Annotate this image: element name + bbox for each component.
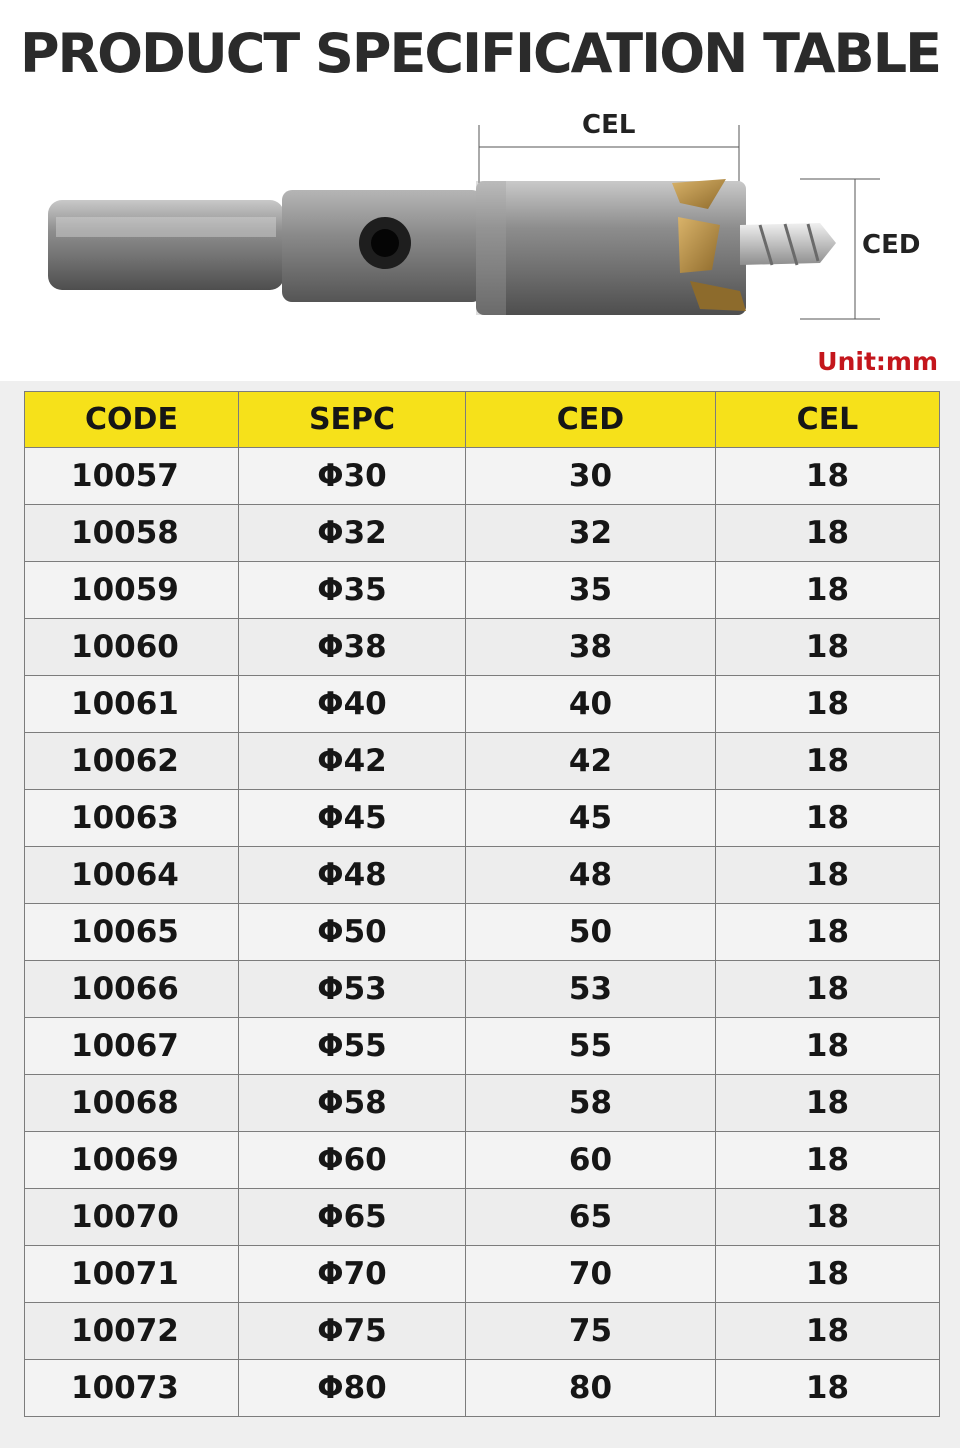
table-row [25, 562, 940, 619]
cell-ced: 32 [466, 505, 716, 562]
cell-code: 10065 [25, 904, 239, 961]
cell-ced: 60 [466, 1132, 716, 1189]
cell-sepc: Φ35 [239, 562, 466, 619]
table-row [25, 1360, 940, 1417]
cell-cel: 18 [716, 1303, 940, 1360]
cell-code: 10071 [25, 1246, 239, 1303]
cell-code: 10066 [25, 961, 239, 1018]
table-row [25, 505, 940, 562]
cell-cel: 18 [716, 904, 940, 961]
cell-sepc: Φ40 [239, 676, 466, 733]
cell-sepc: Φ30 [239, 448, 466, 505]
cell-ced: 80 [466, 1360, 716, 1417]
cell-code: 10060 [25, 619, 239, 676]
cell-sepc: Φ48 [239, 847, 466, 904]
cell-cel: 18 [716, 448, 940, 505]
cell-cel: 18 [716, 619, 940, 676]
cell-sepc: Φ70 [239, 1246, 466, 1303]
cell-ced: 65 [466, 1189, 716, 1246]
cell-cel: 18 [716, 1018, 940, 1075]
cell-cel: 18 [716, 1246, 940, 1303]
cell-cel: 18 [716, 847, 940, 904]
cell-code: 10068 [25, 1075, 239, 1132]
cell-code: 10058 [25, 505, 239, 562]
cell-ced: 70 [466, 1246, 716, 1303]
cell-ced: 58 [466, 1075, 716, 1132]
table-row [25, 676, 940, 733]
cell-code: 10061 [25, 676, 239, 733]
table-row [25, 448, 940, 505]
cell-ced: 53 [466, 961, 716, 1018]
cell-cel: 18 [716, 1189, 940, 1246]
cell-sepc: Φ53 [239, 961, 466, 1018]
cell-ced: 75 [466, 1303, 716, 1360]
table-row [25, 1189, 940, 1246]
cell-sepc: Φ75 [239, 1303, 466, 1360]
cell-code: 10057 [25, 448, 239, 505]
table-header-row [25, 392, 940, 448]
cell-cel: 18 [716, 1075, 940, 1132]
cell-ced: 42 [466, 733, 716, 790]
cell-ced: 45 [466, 790, 716, 847]
table-row [25, 1246, 940, 1303]
cell-ced: 38 [466, 619, 716, 676]
table-row [25, 733, 940, 790]
cell-code: 10059 [25, 562, 239, 619]
cel-dimension-label: CEL [582, 110, 636, 140]
cell-code: 10063 [25, 790, 239, 847]
cell-cel: 18 [716, 562, 940, 619]
table-row [25, 961, 940, 1018]
cell-cel: 18 [716, 676, 940, 733]
hole-saw-drill-bit-image [0, 105, 960, 345]
cell-code: 10064 [25, 847, 239, 904]
table-row [25, 790, 940, 847]
cell-cel: 18 [716, 790, 940, 847]
page-title: PRODUCT SPECIFICATION TABLE [19, 22, 940, 85]
cell-ced: 55 [466, 1018, 716, 1075]
table-row [25, 1303, 940, 1360]
cell-sepc: Φ32 [239, 505, 466, 562]
unit-label: Unit:mm [817, 347, 938, 376]
table-row [25, 1018, 940, 1075]
cell-sepc: Φ55 [239, 1018, 466, 1075]
cell-cel: 18 [716, 733, 940, 790]
cell-ced: 30 [466, 448, 716, 505]
cell-sepc: Φ60 [239, 1132, 466, 1189]
cell-sepc: Φ45 [239, 790, 466, 847]
cell-ced: 50 [466, 904, 716, 961]
cell-ced: 40 [466, 676, 716, 733]
ced-dimension-label: CED [862, 230, 921, 260]
cell-cel: 18 [716, 1360, 940, 1417]
table-row [25, 847, 940, 904]
cell-sepc: Φ58 [239, 1075, 466, 1132]
cell-code: 10070 [25, 1189, 239, 1246]
table-row [25, 1132, 940, 1189]
spec-table [24, 391, 940, 1417]
table-row [25, 1075, 940, 1132]
cell-code: 10069 [25, 1132, 239, 1189]
cell-code: 10072 [25, 1303, 239, 1360]
cell-cel: 18 [716, 1132, 940, 1189]
header-sepc: SEPC [239, 392, 466, 448]
cell-ced: 35 [466, 562, 716, 619]
cell-cel: 18 [716, 505, 940, 562]
spec-table-section [0, 381, 960, 1448]
cell-sepc: Φ80 [239, 1360, 466, 1417]
cell-sepc: Φ65 [239, 1189, 466, 1246]
cell-code: 10073 [25, 1360, 239, 1417]
table-row [25, 619, 940, 676]
table-row [25, 904, 940, 961]
header-ced: CED [466, 392, 716, 448]
cell-cel: 18 [716, 961, 940, 1018]
cell-code: 10062 [25, 733, 239, 790]
header-cel: CEL [716, 392, 940, 448]
cell-ced: 48 [466, 847, 716, 904]
header-code: CODE [25, 392, 239, 448]
cell-sepc: Φ50 [239, 904, 466, 961]
cell-code: 10067 [25, 1018, 239, 1075]
table-body [25, 448, 940, 1417]
cell-sepc: Φ42 [239, 733, 466, 790]
cell-sepc: Φ38 [239, 619, 466, 676]
